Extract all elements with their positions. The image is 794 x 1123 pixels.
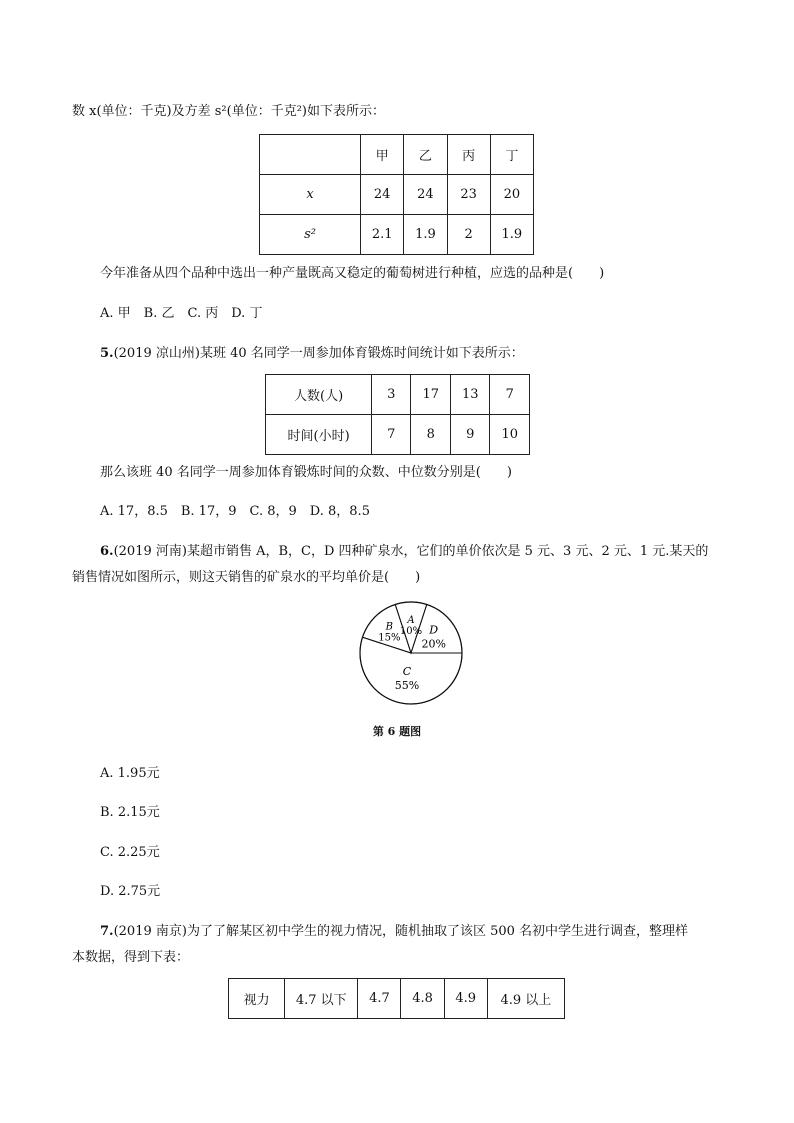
table-cell: s² — [260, 215, 361, 255]
table-cell: 2.1 — [361, 215, 404, 255]
q6-option-b: B. 2.15元 — [100, 805, 160, 820]
table-cell: x — [260, 175, 361, 215]
pie-label-a: A — [407, 614, 415, 626]
pie-percent-b: 15% — [378, 632, 401, 644]
q5-stem — [100, 342, 524, 361]
question-number: 5. — [100, 346, 114, 361]
q4-options: A. 甲 B. 乙 C. 丙 D. 丁 — [100, 306, 263, 321]
table-cell: 7 — [490, 375, 530, 415]
table-cell: 7 — [372, 415, 411, 455]
q6-option-d: D. 2.75元 — [100, 884, 161, 899]
table-cell: 24 — [404, 175, 447, 215]
table-cell: 1.9 — [404, 215, 447, 255]
vision-table — [228, 978, 565, 1019]
exercise-time-table — [265, 374, 530, 455]
q5-question: 那么该班 40 名同学一周参加体育锻炼时间的众数、中位数分别是( ) — [100, 465, 512, 480]
pie-chart — [350, 596, 470, 706]
table-row — [229, 979, 565, 1019]
table-cell: 20 — [490, 175, 533, 215]
variance-table — [259, 134, 534, 255]
q6-stem-line2: 销售情况如图所示，则这天销售的矿泉水的平均单价是( ) — [72, 570, 421, 585]
q7-stem-line2: 本数据，得到下表： — [72, 950, 190, 965]
pie-label-d: D — [429, 623, 439, 637]
table-cell: 甲 — [361, 135, 404, 175]
table-row — [260, 175, 534, 215]
table-cell: 4.9 — [444, 979, 487, 1019]
pie-label-c: C — [402, 665, 412, 679]
table-cell: 3 — [372, 375, 411, 415]
table-cell: 13 — [450, 375, 490, 415]
q7-stem-text: (2019 南京)为了了解某区初中学生的视力情况，随机抽取了该区 500 名初中学生进行调查，整理样 — [113, 924, 689, 939]
table-cell: 4.8 — [401, 979, 444, 1019]
table-cell: 视力 — [229, 979, 285, 1019]
pie-label-b: B — [385, 621, 394, 633]
q6-option-a: A. 1.95元 — [100, 766, 160, 781]
table-row — [266, 415, 530, 455]
pie-percent-a: 10% — [399, 625, 423, 637]
table-cell: 4.7 — [358, 979, 401, 1019]
table-cell: 4.9 以上 — [487, 979, 564, 1019]
table-cell: 17 — [411, 375, 451, 415]
pie-percent-d: 20% — [421, 637, 446, 651]
q5-stem-text: (2019 凉山州)某班 40 名同学一周参加体育锻炼时间统计如下表所示： — [113, 346, 524, 361]
table-cell: 9 — [450, 415, 490, 455]
table-cell: 人数(人) — [266, 375, 372, 415]
table-row — [260, 215, 534, 255]
table-cell: 4.7 以下 — [285, 979, 358, 1019]
q6-option-c: C. 2.25元 — [100, 845, 160, 860]
pie-percent-c: 55% — [394, 679, 420, 693]
table-cell: 8 — [411, 415, 451, 455]
table-cell: 丁 — [490, 135, 533, 175]
table-cell: 时间(小时) — [266, 415, 372, 455]
table-cell — [260, 135, 361, 175]
table-cell: 1.9 — [490, 215, 533, 255]
q5-options: A. 17，8.5 B. 17，9 C. 8，9 D. 8，8.5 — [100, 504, 370, 519]
intro-line: 数 x(单位：千克)及方差 s²(单位：千克²)如下表所示： — [72, 104, 385, 119]
table-cell: 24 — [361, 175, 404, 215]
table-cell: 10 — [490, 415, 530, 455]
figure-caption: 第 6 题图 — [372, 725, 422, 738]
table-cell: 23 — [447, 175, 490, 215]
question-number: 7. — [100, 924, 114, 939]
table-row — [266, 375, 530, 415]
table-cell: 乙 — [404, 135, 447, 175]
table-cell: 丙 — [447, 135, 490, 175]
q6-stem-text: (2019 河南)某超市销售 A，B，C，D 四种矿泉水，它们的单价依次是 5 元、3 元、2 元、1 元.某天的 — [113, 544, 709, 559]
q6-stem-line1 — [100, 540, 708, 559]
table-row — [260, 135, 534, 175]
table-cell: 2 — [447, 215, 490, 255]
q4-question: 今年准备从四个品种中选出一种产量既高又稳定的葡萄树进行种植，应选的品种是( ) — [100, 266, 605, 281]
question-number: 6. — [100, 544, 114, 559]
q7-stem-line1 — [100, 920, 688, 939]
